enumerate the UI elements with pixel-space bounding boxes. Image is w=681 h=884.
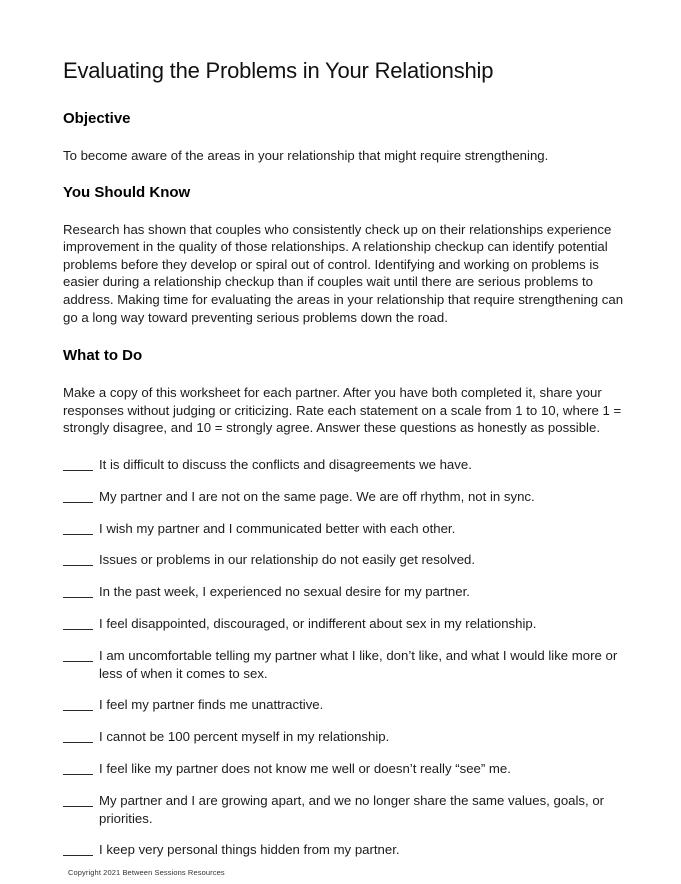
rating-blank <box>63 647 93 662</box>
rating-blank <box>63 760 93 775</box>
statement-text: I wish my partner and I communicated better with each other. <box>99 520 456 536</box>
statement-item <box>63 520 625 538</box>
statement-text: I keep very personal things hidden from my partner. <box>99 842 400 858</box>
rating-blank <box>63 792 93 807</box>
statement-text: I cannot be 100 percent myself in my relationship. <box>99 729 390 745</box>
copyright-note: Copyright 2021 Between Sessions Resources <box>68 868 225 877</box>
statement-item <box>63 841 625 859</box>
rating-blank <box>63 583 93 598</box>
statement-text: I feel like my partner does not know me well or doesn’t really “see” me. <box>99 760 511 776</box>
section-heading-what-to-do: What to Do <box>63 347 143 365</box>
section-body-what-to-do: Make a copy of this worksheet for each partner. After you have both completed it, share your responses without judging or criticizing. Rate each statement on a scale from 1 to 10, where 1 = strongly disagree, and 10 = strongly agree. Answer these questions as honestly as possible. <box>63 385 622 436</box>
rating-blank <box>63 696 93 711</box>
statement-text: I am uncomfortable telling my partner what I like, don’t like, and what I would like more or less of when it comes to sex. <box>99 647 618 681</box>
statement-text: My partner and I are growing apart, and we no longer share the same values, goals, or priorities. <box>99 792 605 826</box>
statement-text: It is difficult to discuss the conflicts and disagreements we have. <box>99 456 472 472</box>
statement-item <box>63 760 625 778</box>
rating-blank <box>63 615 93 630</box>
rating-blank <box>63 841 93 856</box>
statement-text: I feel my partner finds me unattractive. <box>99 697 324 713</box>
rating-blank <box>63 551 93 566</box>
statement-item <box>63 551 625 569</box>
statement-text: My partner and I are not on the same page. We are off rhythm, not in sync. <box>99 488 535 504</box>
statement-item <box>63 615 625 633</box>
statement-item <box>63 792 625 828</box>
statements-list <box>63 456 625 859</box>
statement-item <box>63 488 625 506</box>
rating-blank <box>63 456 93 471</box>
section-body-you-should-know: Research has shown that couples who consistently check up on their relationships experience improvement in the quality of those relationships. A relationship checkup can identify potential problems before they develop or spiral out of control. Identifying and working on problems is easier during a relationship checkup than if couples wait until there are serious problems to address. Making time for evaluating the areas in your relationship that require strengthening can go a long way toward preventing serious problems down the road. <box>63 221 624 325</box>
section-heading-you-should-know: You Should Know <box>63 183 191 201</box>
statement-item <box>63 456 625 474</box>
section-body-objective: To become aware of the areas in your relationship that might require strengthening. <box>63 148 549 163</box>
page-title: Evaluating the Problems in Your Relationship <box>63 58 494 83</box>
rating-blank <box>63 488 93 503</box>
statement-item <box>63 696 625 714</box>
section-heading-objective: Objective <box>63 110 131 127</box>
statement-text: Issues or problems in our relationship do not easily get resolved. <box>99 552 476 568</box>
statement-text: I feel disappointed, discouraged, or indifferent about sex in my relationship. <box>99 615 537 631</box>
statement-item <box>63 647 625 683</box>
rating-blank <box>63 520 93 535</box>
statement-text: In the past week, I experienced no sexual desire for my partner. <box>99 584 470 600</box>
rating-blank <box>63 728 93 743</box>
statement-item <box>63 728 625 746</box>
statement-item <box>63 583 625 601</box>
